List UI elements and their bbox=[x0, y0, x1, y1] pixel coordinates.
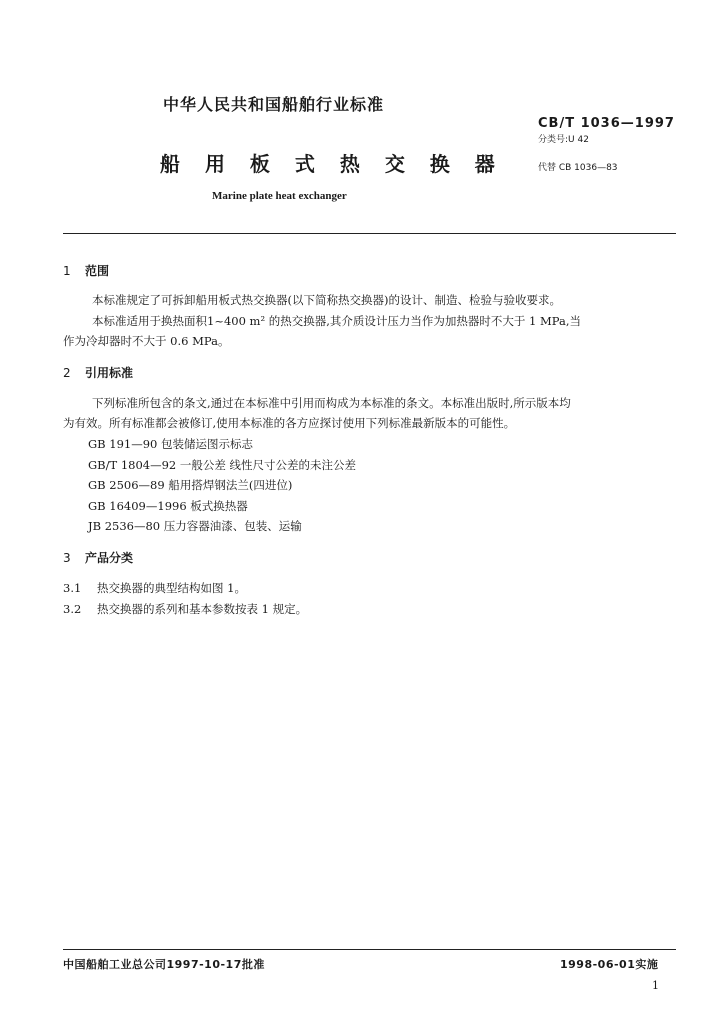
document-title: 船 用 板 式 热 交 换 器 bbox=[160, 152, 504, 176]
clause-text: 热交换器的系列和基本参数按表 1 规定。 bbox=[97, 602, 308, 616]
clause-item bbox=[63, 580, 246, 596]
paragraph-line: 作为冷却器时不大于 0.6 MPa。 bbox=[63, 334, 230, 348]
classification-number: 分类号:U 42 bbox=[538, 135, 589, 145]
reference-item: GB 16409—1996 板式换热器 bbox=[88, 499, 248, 513]
section-heading bbox=[63, 364, 133, 381]
reference-item: GB 191—90 包装储运图示标志 bbox=[88, 437, 254, 451]
reference-item: GB 2506—89 船用搭焊钢法兰(四进位) bbox=[88, 478, 293, 492]
clause-text: 热交换器的典型结构如图 1。 bbox=[97, 581, 246, 595]
section-number: 1 bbox=[63, 264, 71, 278]
replaced-standard: 代替 CB 1036—83 bbox=[538, 163, 618, 173]
clause-item bbox=[63, 601, 307, 617]
header-divider bbox=[63, 233, 676, 234]
effective-date: 1998-06-01实施 bbox=[560, 958, 659, 971]
reference-item: GB/T 1804—92 一般公差 线性尺寸公差的未注公差 bbox=[88, 458, 357, 472]
issuing-authority-heading: 中华人民共和国船舶行业标准 bbox=[163, 95, 385, 114]
clause-number: 3.1 bbox=[63, 581, 82, 595]
clause-number: 3.2 bbox=[63, 602, 82, 616]
approval-statement: 中国船舶工业总公司1997-10-17批准 bbox=[63, 958, 265, 971]
section-number: 2 bbox=[63, 366, 71, 380]
page-number: 1 bbox=[652, 979, 659, 992]
section-title: 产品分类 bbox=[85, 551, 134, 565]
paragraph-line: 本标准适用于换热面积1~400 m² 的热交换器,其介质设计压力当作为加热器时不大于 1 MPa,当 bbox=[92, 314, 582, 328]
section-heading bbox=[63, 549, 133, 566]
paragraph-line: 下列标准所包含的条文,通过在本标准中引用而构成为本标准的条文。本标准出版时,所示版本均 bbox=[92, 396, 571, 410]
section-number: 3 bbox=[63, 551, 71, 565]
standard-code: CB/T 1036—1997 bbox=[538, 116, 675, 131]
section-heading bbox=[63, 262, 109, 279]
paragraph-line: 本标准规定了可拆卸船用板式热交换器(以下简称热交换器)的设计、制造、检验与验收要求。 bbox=[92, 293, 561, 307]
section-title: 引用标准 bbox=[85, 366, 134, 380]
reference-item: JB 2536—80 压力容器油漆、包装、运输 bbox=[88, 519, 302, 533]
footer-divider bbox=[63, 949, 676, 950]
english-title: Marine plate heat exchanger bbox=[212, 190, 347, 202]
section-title: 范围 bbox=[85, 264, 110, 278]
paragraph-line: 为有效。所有标准都会被修订,使用本标准的各方应探讨使用下列标准最新版本的可能性。 bbox=[63, 416, 516, 430]
